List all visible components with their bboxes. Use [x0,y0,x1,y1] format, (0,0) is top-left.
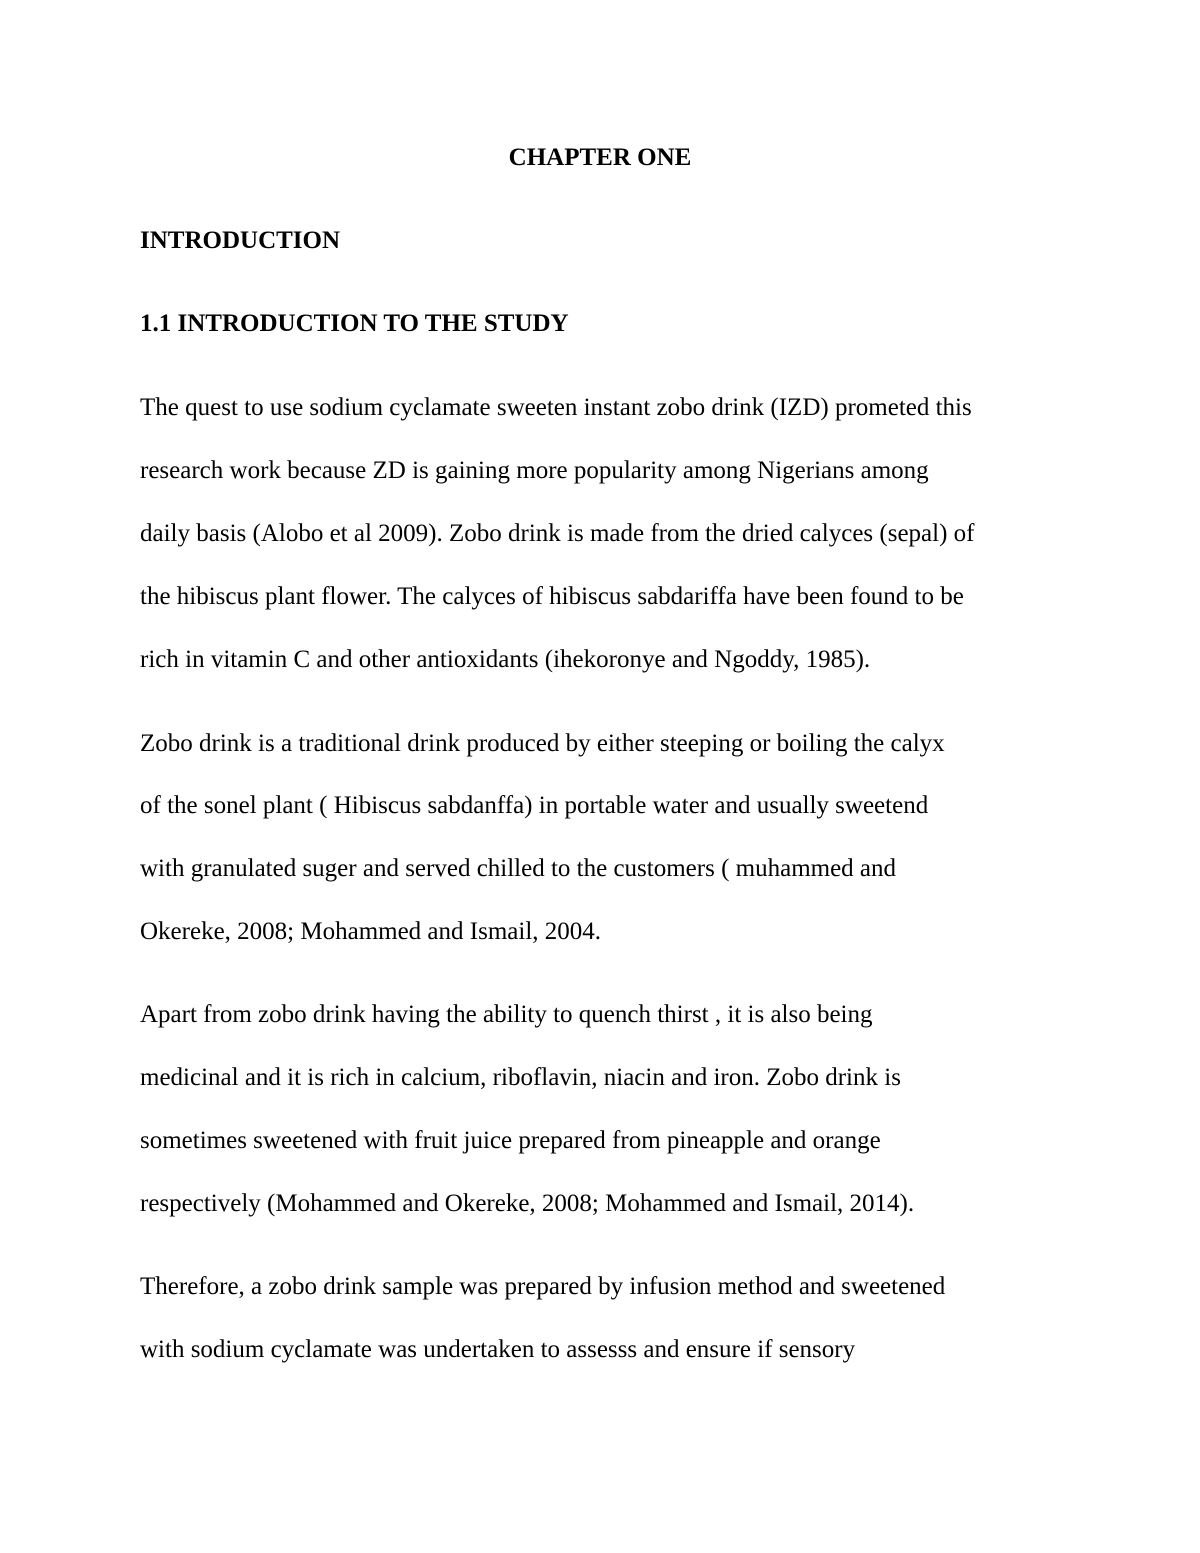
paragraph-line: sometimes sweetened with fruit juice prepared from pineapple and orange [140,1127,881,1154]
paragraph-line: Apart from zobo drink having the ability to quench thirst , it is also being [140,1001,873,1028]
paragraph-line: rich in vitamin C and other antioxidants (ihekoronye and Ngoddy, 1985). [140,646,871,673]
section-heading: 1.1 INTRODUCTION TO THE STUDY [140,310,569,337]
paragraph-line: Okereke, 2008; Mohammed and Ismail, 2004. [140,918,602,945]
paragraph-line: medicinal and it is rich in calcium, riboflavin, niacin and iron. Zobo drink is [140,1064,901,1091]
chapter-title: CHAPTER ONE [508,144,692,171]
paragraph-line: respectively (Mohammed and Okereke, 2008; Mohammed and Ismail, 2014). [140,1190,915,1217]
paragraph-line: Zobo drink is a traditional drink produced by either steeping or boiling the calyx [140,730,945,757]
paragraph-line: research work because ZD is gaining more popularity among Nigerians among [140,457,929,484]
paragraph-line: the hibiscus plant flower. The calyces of hibiscus sabdariffa have been found to be [140,583,964,610]
paragraph-line: of the sonel plant ( Hibiscus sabdanffa) in portable water and usually sweetend [140,792,929,819]
paragraph-line: Therefore, a zobo drink sample was prepared by infusion method and sweetened [140,1273,946,1300]
paragraph-line: The quest to use sodium cyclamate sweeten instant zobo drink (IZD) prometed this [140,394,972,421]
paragraph-line: daily basis (Alobo et al 2009). Zobo drink is made from the dried calyces (sepal) of [140,520,975,547]
paragraph-line: with granulated suger and served chilled to the customers ( muhammed and [140,855,897,882]
paragraph-line: with sodium cyclamate was undertaken to assesss and ensure if sensory [140,1336,856,1363]
introduction-heading: INTRODUCTION [140,227,341,254]
